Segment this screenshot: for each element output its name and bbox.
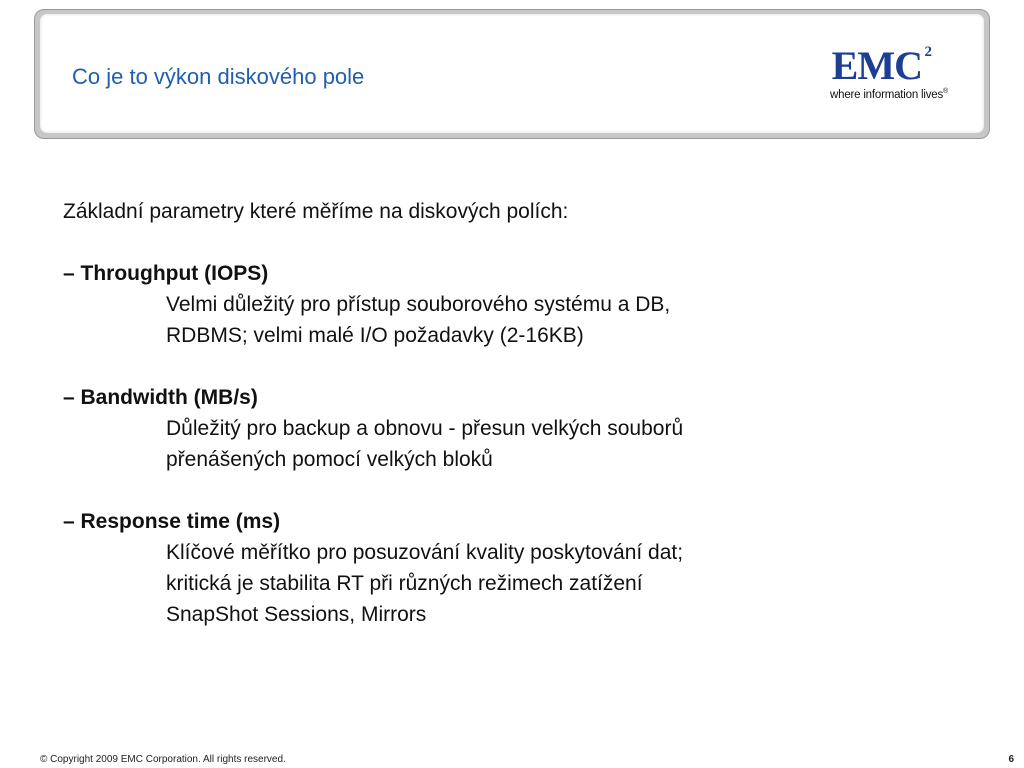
section-line: Důležitý pro backup a obnovu - přesun velkých souborů — [166, 417, 684, 440]
section-line: RDBMS; velmi malé I/O požadavky (2-16KB) — [166, 324, 584, 347]
section-heading: – Bandwidth (MB/s) — [63, 386, 258, 409]
logo-mark: EMC — [831, 43, 922, 88]
slide-title: Co je to výkon diskového pole — [72, 64, 365, 89]
section-line: přenášených pomocí velkých bloků — [166, 448, 493, 471]
copyright-text: © Copyright 2009 EMC Corporation. All rights reserved. — [40, 754, 286, 765]
page-number: 6 — [1008, 754, 1014, 765]
trademark-symbol: ® — [943, 88, 948, 95]
header-panel — [40, 14, 984, 133]
logo-superscript: 2 — [924, 44, 932, 60]
section-line: SnapShot Sessions, Mirrors — [166, 603, 427, 626]
header-frame — [34, 9, 990, 139]
section-response-time — [63, 506, 963, 630]
section-line: kritická je stabilita RT při různých režimech zatížení — [166, 572, 643, 595]
logo-tagline-text: where information lives — [830, 88, 944, 101]
logo-tagline — [830, 88, 948, 101]
section-throughput — [63, 258, 963, 351]
section-heading: – Response time (ms) — [63, 510, 281, 533]
intro-text: Základní parametry které měříme na diskových polích: — [63, 200, 569, 223]
section-bandwidth — [63, 382, 963, 475]
section-line: Klíčové měřítko pro posuzování kvality poskytování dat; — [166, 541, 684, 564]
slide-body — [63, 196, 963, 630]
section-heading: – Throughput (IOPS) — [63, 262, 269, 285]
emc-logo — [808, 43, 948, 110]
section-line: Velmi důležitý pro přístup souborového systému a DB, — [166, 293, 671, 316]
